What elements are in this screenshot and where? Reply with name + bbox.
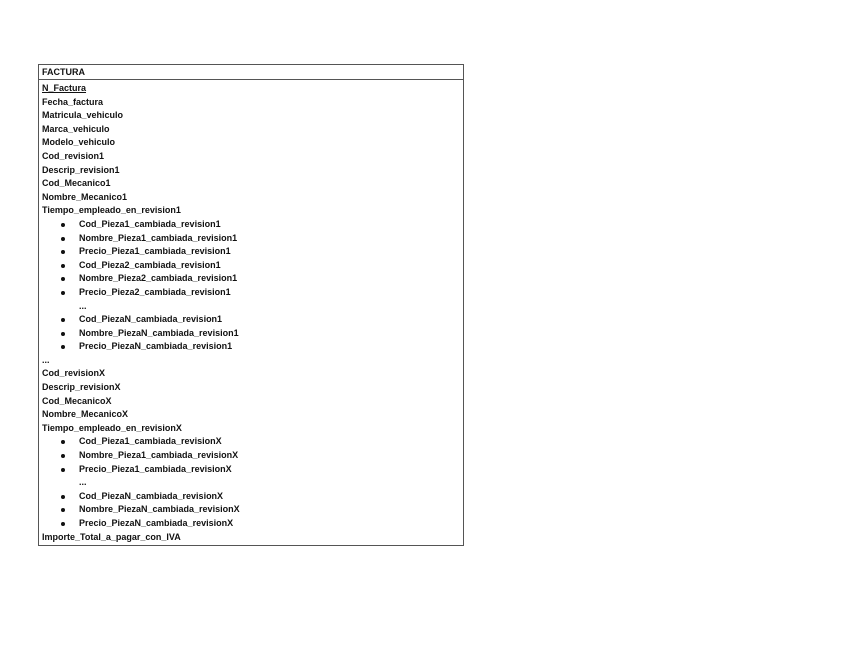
bullet-item-text: Precio_Pieza1_cambiada_revision1	[79, 246, 231, 257]
bullet-item-text: Nombre_Pieza1_cambiada_revision1	[79, 232, 238, 243]
bullet-item-text: Cod_Pieza1_cambiada_revision1	[79, 218, 221, 229]
table-body	[39, 80, 463, 545]
field-line: Fecha_factura	[42, 96, 104, 107]
table-header: FACTURA	[39, 65, 463, 80]
bullet-list-item	[42, 463, 463, 477]
bullet-item-text: Cod_PiezaN_cambiada_revision1	[79, 314, 223, 325]
bullet-item-text: Nombre_PiezaN_cambiada_revision1	[79, 327, 239, 338]
bullet-item-text: Precio_PiezaN_cambiada_revisionX	[79, 518, 234, 528]
bullet-list-item	[42, 313, 463, 327]
bullet-icon	[61, 264, 65, 268]
bullet-icon	[61, 522, 65, 526]
field-line: Descrip_revisionX	[42, 382, 121, 393]
bullet-list-item	[42, 340, 463, 354]
field-line: Nombre_MecanicoX	[42, 409, 129, 420]
field-line: Cod_Mecanico1	[42, 178, 111, 189]
bullet-item-text: Cod_PiezaN_cambiada_revisionX	[79, 490, 224, 501]
bullet-item-text: Precio_Pieza2_cambiada_revision1	[79, 286, 231, 297]
bullet-item-text: Precio_PiezaN_cambiada_revision1	[79, 341, 233, 352]
primary-key-field: N_Factura	[42, 83, 87, 93]
bullet-item-text: Nombre_PiezaN_cambiada_revisionX	[79, 504, 240, 515]
bullet-list-item	[42, 218, 463, 232]
field-line: Cod_revisionX	[42, 368, 106, 379]
bullet-list-item	[42, 517, 463, 531]
bullet-icon	[61, 332, 65, 336]
field-line: Tiempo_empleado_en_revisionX	[42, 422, 182, 433]
bullet-list-item	[42, 286, 463, 300]
factura-table	[38, 64, 464, 546]
bullet-list-item	[42, 449, 463, 463]
bullet-list-item	[42, 327, 463, 341]
ellipsis-item: ...	[79, 477, 87, 488]
bullet-item-text: Cod_Pieza1_cambiada_revisionX	[79, 436, 222, 447]
field-line: Tiempo_empleado_en_revision1	[42, 205, 181, 216]
bullet-item-text: Precio_Pieza1_cambiada_revisionX	[79, 463, 232, 474]
field-line: Nombre_Mecanico1	[42, 191, 128, 202]
bullet-icon	[61, 291, 65, 295]
field-line: Matricula_vehiculo	[42, 110, 124, 121]
field-line: Cod_revision1	[42, 150, 105, 161]
bullet-icon	[61, 468, 65, 472]
bullet-list-item	[42, 503, 463, 517]
field-line: Modelo_vehiculo	[42, 137, 116, 148]
bullet-icon	[61, 223, 65, 227]
bullet-item-text: Nombre_Pieza2_cambiada_revision1	[79, 273, 238, 284]
bullet-list-item	[42, 245, 463, 259]
bullet-list-item	[42, 490, 463, 504]
field-line: Descrip_revision1	[42, 164, 120, 175]
bullet-list-item	[42, 232, 463, 246]
bullet-icon	[61, 454, 65, 458]
bullet-list-item	[42, 272, 463, 286]
field-line: Cod_MecanicoX	[42, 395, 112, 406]
ellipsis-item: ...	[79, 300, 87, 311]
field-line: Marca_vehiculo	[42, 123, 110, 134]
bullet-item-text: Cod_Pieza2_cambiada_revision1	[79, 259, 221, 270]
bullet-item-text: Nombre_Pieza1_cambiada_revisionX	[79, 450, 239, 461]
field-line: Importe_Total_a_pagar_con_IVA	[42, 531, 181, 542]
bullet-list-item	[42, 259, 463, 273]
bullet-icon	[61, 495, 65, 499]
bullet-icon	[61, 237, 65, 241]
bullet-list-item	[42, 435, 463, 449]
field-line: ...	[42, 354, 50, 365]
